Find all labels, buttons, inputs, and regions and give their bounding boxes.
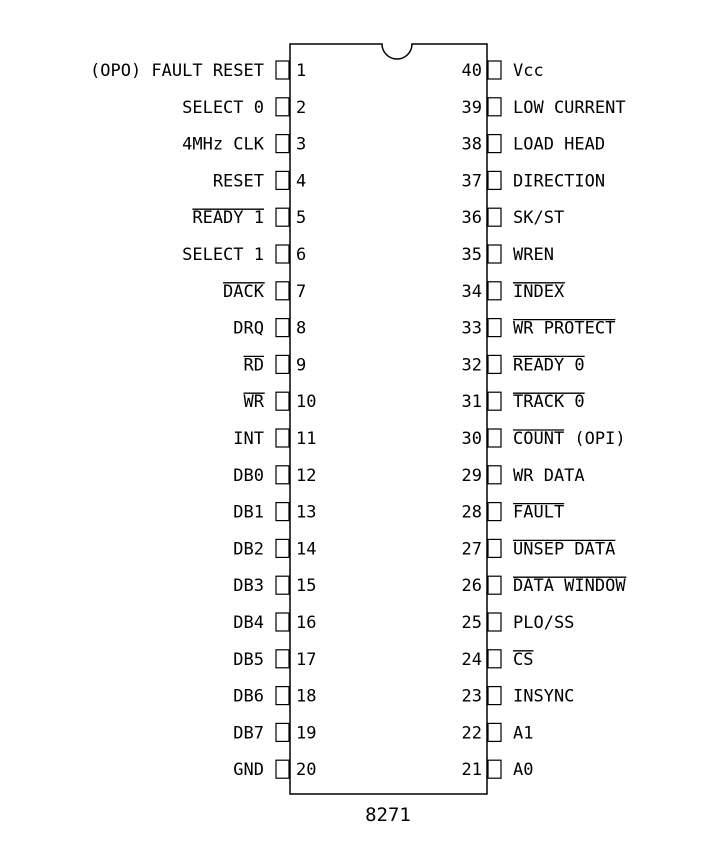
pin-11 (233, 429, 316, 449)
pin-box (488, 466, 501, 484)
pin-label-select-1: SELECT 1 (182, 245, 264, 265)
pin-label-low-current: LOW CURRENT (513, 97, 626, 118)
pin-label-plo-ss: PLO/SS (513, 613, 575, 633)
pin-box (276, 723, 289, 741)
pin-12 (233, 466, 316, 486)
pin-number: 16 (296, 613, 317, 633)
pin-box (276, 576, 289, 594)
pin-label-load-head: LOAD HEAD (513, 134, 606, 155)
pin-box (488, 171, 501, 189)
pin-29 (462, 466, 585, 486)
pin-label-select-0: SELECT 0 (182, 97, 264, 118)
pin-number: 36 (461, 208, 482, 229)
pin-label-cs: CS (513, 649, 534, 670)
pin-number: 6 (296, 245, 307, 265)
pin-number: 22 (461, 723, 482, 744)
pin-label-db0: DB0 (233, 465, 264, 486)
pin-box (488, 282, 501, 300)
pin-15 (233, 576, 316, 596)
pin-box (488, 503, 501, 521)
pin-35 (462, 245, 554, 265)
pin-box (488, 392, 501, 410)
pin-label-opo-fault-reset: (OPO) FAULT RESET (90, 61, 264, 81)
pin-label-db2: DB2 (233, 539, 264, 560)
pin-number: 21 (461, 760, 482, 781)
pin-label-insync: INSYNC (513, 686, 575, 707)
pin-32 (462, 355, 585, 375)
pin-13 (233, 503, 316, 523)
pin-box (488, 650, 501, 668)
pin-label-wren: WREN (513, 245, 554, 265)
pin-8 (233, 319, 306, 339)
pin-box (488, 319, 501, 337)
pin-label-drq: DRQ (233, 318, 264, 339)
pin-number: 23 (461, 686, 482, 707)
pin-24 (462, 650, 534, 670)
pin-box (276, 61, 289, 79)
pin-box (276, 650, 289, 668)
pin-box (488, 355, 501, 373)
pin-box (276, 466, 289, 484)
pin-label-a0: A0 (513, 760, 534, 781)
pin-number: 26 (461, 576, 482, 597)
pin-label-wr-data: WR DATA (513, 465, 585, 486)
pin-number: 30 (461, 429, 482, 449)
pin-label-ready-0: READY 0 (513, 355, 585, 376)
pin-label-vcc: Vcc (513, 61, 544, 81)
part-number-label: 8271 (365, 804, 411, 826)
pin-box (488, 687, 501, 705)
pin-number: 24 (461, 649, 482, 670)
pin-box (488, 208, 501, 226)
pin-22 (462, 723, 534, 743)
pin-box (488, 135, 501, 153)
pin-20 (233, 760, 316, 780)
pin-number: 9 (296, 355, 307, 376)
pin-number: 11 (296, 429, 317, 449)
pin-number: 14 (296, 539, 317, 560)
pin-label-db5: DB5 (233, 649, 264, 670)
pin-6 (182, 245, 306, 265)
pin-label-db1: DB1 (233, 502, 264, 523)
pin-label-dack: DACK (223, 281, 264, 302)
pin-36 (462, 208, 565, 228)
pin-label-gnd: GND (233, 760, 264, 781)
pin-box (488, 245, 501, 263)
pin-number: 34 (461, 281, 482, 302)
pin-label-int: INT (233, 429, 264, 449)
pin-box (276, 245, 289, 263)
pin-number: 17 (296, 649, 317, 670)
pin-number: 1 (296, 61, 307, 81)
pin-number: 7 (296, 281, 307, 302)
pin-box (276, 539, 289, 557)
pin-box (276, 171, 289, 189)
pin-box (276, 687, 289, 705)
pin-label-reset: RESET (212, 171, 264, 192)
pin-number: 37 (461, 171, 482, 192)
pin-34 (462, 282, 565, 302)
pin-box (276, 98, 289, 116)
pin-31 (462, 392, 585, 412)
pin-number: 4 (296, 171, 307, 192)
pin-number: 33 (461, 318, 482, 339)
pin-number: 3 (296, 134, 307, 155)
pin-10 (244, 392, 317, 412)
left-pin-column (90, 61, 316, 780)
pin-number: 28 (461, 502, 482, 523)
pin-number: 20 (296, 760, 317, 781)
pin-5 (192, 208, 306, 228)
pin-number: 31 (461, 392, 482, 413)
pin-box (276, 282, 289, 300)
pin-label-wr: WR (243, 392, 264, 413)
pin-number: 19 (296, 723, 317, 744)
pin-16 (233, 613, 316, 633)
pin-box (488, 613, 501, 631)
pin-box (488, 576, 501, 594)
pin-box (276, 760, 289, 778)
pin-box (276, 392, 289, 410)
pin-label-db7: DB7 (233, 723, 264, 744)
pin-9 (244, 355, 307, 375)
pin-label-a1: A1 (513, 723, 534, 744)
pin-number: 18 (296, 686, 317, 707)
pin-number: 5 (296, 208, 307, 229)
pin-box (276, 613, 289, 631)
pin-23 (462, 687, 575, 707)
pin-label-unsep-data: UNSEP DATA (513, 539, 616, 560)
pin-number: 35 (461, 245, 482, 265)
pin-number: 38 (461, 134, 482, 155)
pin-label-db3: DB3 (233, 576, 264, 597)
pin-box (488, 760, 501, 778)
pin-number: 39 (461, 97, 482, 118)
pin-number: 29 (461, 465, 482, 486)
pin-21 (462, 760, 534, 780)
pin-25 (462, 613, 575, 633)
pin-label-db6: DB6 (233, 686, 264, 707)
pin-label-db4: DB4 (233, 613, 264, 633)
pin-box (488, 539, 501, 557)
pin-box (276, 319, 289, 337)
pin-number: 13 (296, 502, 317, 523)
pin-3 (182, 135, 306, 155)
pin-number: 10 (296, 392, 317, 413)
pin-number: 40 (461, 61, 482, 81)
pin-18 (233, 687, 316, 707)
pin-label-index: INDEX (513, 281, 565, 302)
pin-number: 2 (296, 97, 307, 118)
pin-label-data-window: DATA WINDOW (513, 576, 626, 597)
pin-label-fault: FAULT (513, 502, 565, 523)
pin-28 (462, 503, 565, 523)
pin-box (276, 208, 289, 226)
pin-number: 15 (296, 576, 317, 597)
chip-body (290, 44, 487, 794)
pin-1 (90, 61, 306, 81)
pin-box (488, 61, 501, 79)
pin-label-wr-protect: WR PROTECT (513, 318, 616, 339)
pin-box (488, 429, 501, 447)
pin-14 (233, 539, 316, 559)
pin-label-rd: RD (243, 355, 264, 376)
pin-box (276, 355, 289, 373)
pin-number: 25 (461, 613, 482, 633)
pin-17 (233, 650, 316, 670)
pin-box (276, 429, 289, 447)
pin-40 (462, 61, 544, 81)
pin-label-direction: DIRECTION (513, 171, 606, 192)
pin-number: 8 (296, 318, 307, 339)
pin-box (276, 503, 289, 521)
pin-label-4mhz-clk: 4MHz CLK (182, 134, 264, 155)
pin-box (488, 723, 501, 741)
pin-19 (233, 723, 316, 743)
pin-number: 27 (461, 539, 482, 560)
pin-box (276, 135, 289, 153)
pin-number: 12 (296, 465, 317, 486)
pin-label-track-0: TRACK 0 (513, 392, 585, 413)
pin-label-count-opi: COUNT (OPI) (513, 429, 626, 449)
pin-number: 32 (461, 355, 482, 376)
pin-label-ready-1: READY 1 (192, 208, 264, 229)
pin-label-sk-st: SK/ST (513, 208, 565, 229)
pin-2 (182, 98, 306, 118)
pin-box (488, 98, 501, 116)
